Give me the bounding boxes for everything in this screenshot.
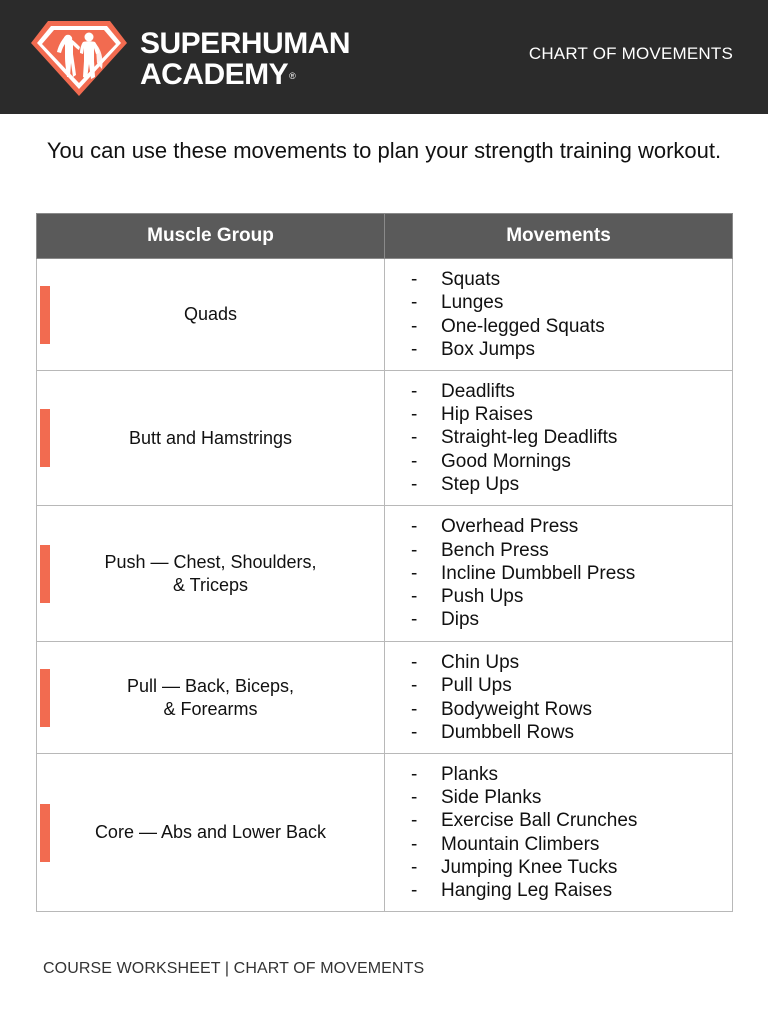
row-accent-bar bbox=[40, 545, 50, 603]
movement-item: - Chin Ups bbox=[385, 651, 732, 674]
movements-cell bbox=[385, 642, 733, 754]
movement-item: - Straight-leg Deadlifts bbox=[385, 426, 732, 449]
table-row bbox=[37, 259, 733, 371]
movement-item: - Dumbbell Rows bbox=[385, 721, 732, 744]
table-header-row bbox=[37, 214, 733, 259]
row-accent-bar bbox=[40, 286, 50, 344]
table-row bbox=[37, 754, 733, 912]
movements-cell bbox=[385, 506, 733, 642]
movement-item: - Jumping Knee Tucks bbox=[385, 856, 732, 879]
movement-item: - Incline Dumbbell Press bbox=[385, 562, 732, 585]
movement-item: - Bodyweight Rows bbox=[385, 698, 732, 721]
movement-item: - Pull Ups bbox=[385, 674, 732, 697]
row-accent-bar bbox=[40, 669, 50, 727]
brand-line-1: SUPERHUMAN bbox=[140, 27, 351, 60]
muscle-group-label: Core — Abs and Lower Back bbox=[94, 822, 327, 842]
intro-text: You can use these movements to plan your strength training workout. bbox=[46, 138, 722, 163]
table-row bbox=[37, 642, 733, 754]
movement-item: - Side Planks bbox=[385, 786, 732, 809]
column-header-muscle-group: Muscle Group bbox=[37, 214, 385, 259]
header-title: CHART OF MOVEMENTS bbox=[528, 44, 733, 63]
movement-item: - Push Ups bbox=[385, 585, 732, 608]
page-header bbox=[0, 0, 768, 114]
muscle-group-cell bbox=[37, 506, 385, 642]
movement-item: - Exercise Ball Crunches bbox=[385, 809, 732, 832]
muscle-group-label: Quads bbox=[183, 304, 238, 324]
movements-cell bbox=[385, 259, 733, 371]
muscle-group-label: Pull — Back, Biceps, & Forearms bbox=[126, 675, 295, 719]
table-row bbox=[37, 506, 733, 642]
movement-item: - Hip Raises bbox=[385, 403, 732, 426]
movements-list bbox=[385, 644, 732, 751]
movement-item: - Dips bbox=[385, 608, 732, 631]
movements-cell bbox=[385, 754, 733, 912]
superhero-shield-logo-icon bbox=[30, 19, 128, 97]
brand-line-2 bbox=[140, 59, 350, 90]
movements-list bbox=[385, 756, 732, 910]
movement-item: - Good Mornings bbox=[385, 450, 732, 473]
movements-cell bbox=[385, 371, 733, 506]
movement-item: - Box Jumps bbox=[385, 338, 732, 361]
muscle-group-cell bbox=[37, 371, 385, 506]
movement-item: - Overhead Press bbox=[385, 515, 732, 538]
brand-wordmark bbox=[140, 28, 350, 90]
muscle-group-label: Push — Chest, Shoulders, & Triceps bbox=[104, 551, 317, 595]
row-accent-bar bbox=[40, 804, 50, 862]
registered-mark: ® bbox=[289, 71, 296, 81]
table-body bbox=[37, 259, 733, 912]
movements-table bbox=[36, 213, 733, 912]
muscle-group-label: Butt and Hamstrings bbox=[128, 427, 293, 448]
muscle-group-cell bbox=[37, 259, 385, 371]
movements-list bbox=[385, 373, 732, 503]
movement-item: - Step Ups bbox=[385, 473, 732, 496]
movement-item: - Squats bbox=[385, 268, 732, 291]
movement-item: - Deadlifts bbox=[385, 380, 732, 403]
muscle-group-cell bbox=[37, 754, 385, 912]
movement-item: - One-legged Squats bbox=[385, 315, 732, 338]
table-row bbox=[37, 371, 733, 506]
movement-item: - Bench Press bbox=[385, 539, 732, 562]
movement-item: - Hanging Leg Raises bbox=[385, 879, 732, 902]
movement-item: - Lunges bbox=[385, 291, 732, 314]
movement-item: - Planks bbox=[385, 763, 732, 786]
muscle-group-cell bbox=[37, 642, 385, 754]
row-accent-bar bbox=[40, 409, 50, 467]
column-header-movements: Movements bbox=[385, 214, 733, 259]
movements-list bbox=[385, 508, 732, 638]
brand-line-2-text: ACADEMY bbox=[140, 58, 289, 91]
movements-list bbox=[385, 261, 732, 368]
movement-item: - Mountain Climbers bbox=[385, 833, 732, 856]
footer-text: COURSE WORKSHEET | CHART OF MOVEMENTS bbox=[43, 960, 425, 977]
